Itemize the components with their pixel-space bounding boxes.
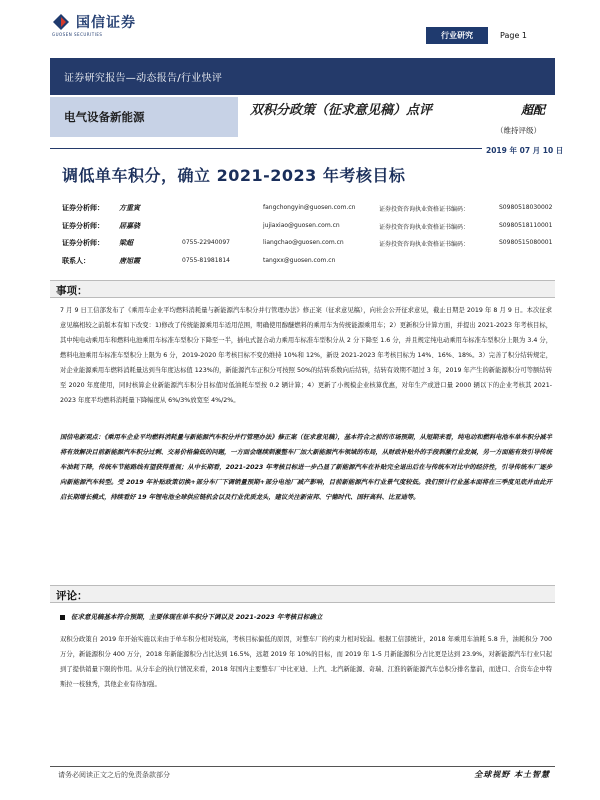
analyst-row [62, 219, 562, 237]
analyst-name: 方重寅 [119, 204, 140, 212]
review-bullet-text: 征求意见稿基本符合预期，主要体现在单车积分下调以及 2021-2023 年考核目标确立 [71, 613, 323, 621]
analyst-list [62, 201, 562, 271]
footer-divider [50, 766, 555, 767]
brand-name: 国信证券 [76, 15, 136, 31]
analyst-cert-no: S0980518030002 [499, 204, 553, 211]
analyst-row [62, 236, 562, 254]
sector-label: 电气设备新能源 [50, 97, 238, 137]
report-type-banner [50, 58, 555, 95]
analyst-row [62, 254, 562, 272]
rating-note: （维持评级） [496, 126, 541, 135]
analyst-cert-label: 证券投资咨询执业资格证书编码： [379, 241, 470, 248]
report-type-title: 证券研究报告—动态报告/行业快评 [64, 73, 223, 84]
date-divider [50, 148, 555, 158]
analyst-cert-label: 证券投资咨询执业资格证书编码： [379, 223, 470, 231]
analyst-name: 梁超 [119, 239, 133, 247]
report-title: 双积分政策（征求意见稿）点评 [250, 103, 433, 118]
analyst-role: 证券分析师： [62, 239, 104, 247]
analyst-row [62, 201, 562, 219]
square-bullet-icon [60, 615, 65, 620]
analyst-email[interactable]: liangchao@guosen.com.cn [263, 239, 344, 246]
page-number: Page 1 [500, 31, 527, 40]
analyst-phone: 0755-81981814 [182, 256, 230, 264]
events-heading: 事项： [50, 280, 555, 298]
analyst-cert-no: S0980515080001 [499, 239, 553, 246]
logo-icon [52, 13, 70, 31]
analyst-cert-label: 证券投资咨询执业资格证书编码： [379, 206, 470, 213]
analyst-email[interactable]: jujiaxiao@guosen.com.cn [263, 221, 340, 229]
brand-name-en: GUOSEN SECURITIES [52, 32, 103, 37]
analyst-view-paragraph: 国信电新观点：《乘用车企业平均燃料消耗量与新能源汽车积分并行管理办法》修正案（征求意见稿），基本符合之前的市场预期，从短期来看，纯电动和燃料电池车单车积分减半将有效解决目前新能源汽车积分过剩、交易价格偏低的问题，一方面会继续刺激整车厂加大新能源汽车领域的布局，从财政补贴外的手段刺激行业发展，另一方面能有效引导传统车油耗下降，传统车节能路线有望获得重视；从中长期看，2021-2023 年考核目标进一步凸显了新能源汽车在补贴完全退出后在与传统车对比中的经济性，引导传统车厂逐步向新能源汽车转型。受 2019 年补贴政策切换+部分车厂下调销量预期+部分电池厂减产影响，目前新能源汽车行业景气度较低。我们预计行业基本面将在三季度见底并由此开启长期增长模式，持续看好 19 年锂电池全球供应链机会以及行业优质龙头，建议关注新宙邦、宁德时代、国轩高科、比亚迪等。 [60, 434, 552, 501]
review-bullet [60, 612, 322, 621]
category-tag: 行业研究 [426, 27, 488, 44]
analyst-email[interactable]: fangchongyin@guosen.com.cn [263, 204, 356, 211]
analyst-email[interactable]: tangxx@guosen.com.cn [263, 256, 336, 264]
analyst-role: 联系人： [62, 256, 90, 265]
footer-slogan: 全球视野 本土智慧 [474, 770, 550, 779]
review-paragraph: 双积分政策自 2019 年开始实施以来由于单车积分相对较高，考核目标偏低的原因，对整车厂的约束力相对较弱。根据工信部统计，2018 年乘用车油耗 5.8 升，油耗积分 700 万分，新能源积分 400 万分，2018 年新能源积分占比达到 16.5%，远超 2019 年 10%的目标，而 2019 年 1-5 月新能源积分占比更是达到 23.9%，对新能源汽车行业只起到了提供销量下限的作用。从分车企的执行情况来看，2018 年国内主要整车厂中比亚迪、上汽、北汽新能源、奇瑞、江淮的新能源汽车总积分排名靠前，而进口、合资车企中特斯拉一枝独秀，其他企业有待加强。 [60, 636, 552, 688]
analyst-role: 证券分析师： [62, 204, 104, 212]
analyst-cert-no: S0980518110001 [499, 221, 553, 229]
headline: 调低单车积分，确立 2021-2023 年考核目标 [62, 166, 406, 185]
rating: 超配 [520, 103, 545, 117]
review-heading: 评论： [50, 585, 555, 603]
company-logo [52, 12, 136, 37]
analyst-role: 证券分析师： [62, 221, 104, 230]
events-paragraph: 7 月 9 日工信部发布了《乘用车企业平均燃料消耗量与新能源汽车积分并行管理办法》修正案（征求意见稿），向社会公开征求意见，截止日期是 2019 年 8 月 9 日。本次征求意见稿相较之前版本有如下改变：1)修改了传统能源乘用车适用范围，明确使用醇醚燃料的乘用车为传统能源乘用车；2）更新积分计算方面，并提出 2021-2023 年考核目标，其中纯电动乘用车和燃料电池乘用车标准车型积分下降至一半，插电式混合动力乘用车标准车型积分从 2 分下降至 1.6 分，并且规定纯电动乘用车标准车型积分上限为 3.4 分，燃料电池乘用车标准车型积分上限为 6 分，2019-2020 年考核目标不变仍维持 10%和 12%，新设 2021-2023 年考核目标为 14%、16%、18%。3）完善了积分结转规定，对企业能源乘用车燃料消耗量达到当年度达标值 123%的，新能源汽车正积分可按照 50%的结转系数向后结转，结转有效期不超过 3 年，2019 年产生的新能源积分可等额结转至 2020 年度使用，同时核算企业新能源汽车积分目标值时低油耗车型按 0.2 辆计算；4）更新了小规模企业核算优惠，对年生产或进口量 2000 辆以下的企业考核其 2021-2023 年度平均燃料消耗量下降幅度从 6%/3%放宽至 4%/2%。 [60, 307, 552, 404]
report-meta-row [50, 97, 555, 147]
analyst-name: 居嘉骁 [119, 221, 140, 230]
analyst-name: 唐旭霞 [119, 256, 140, 265]
footer-disclaimer: 请务必阅读正文之后的免责条款部分 [58, 771, 170, 779]
report-date: 2019 年 07 月 10 日 [482, 145, 563, 156]
analyst-phone: 0755-22940097 [182, 239, 230, 246]
